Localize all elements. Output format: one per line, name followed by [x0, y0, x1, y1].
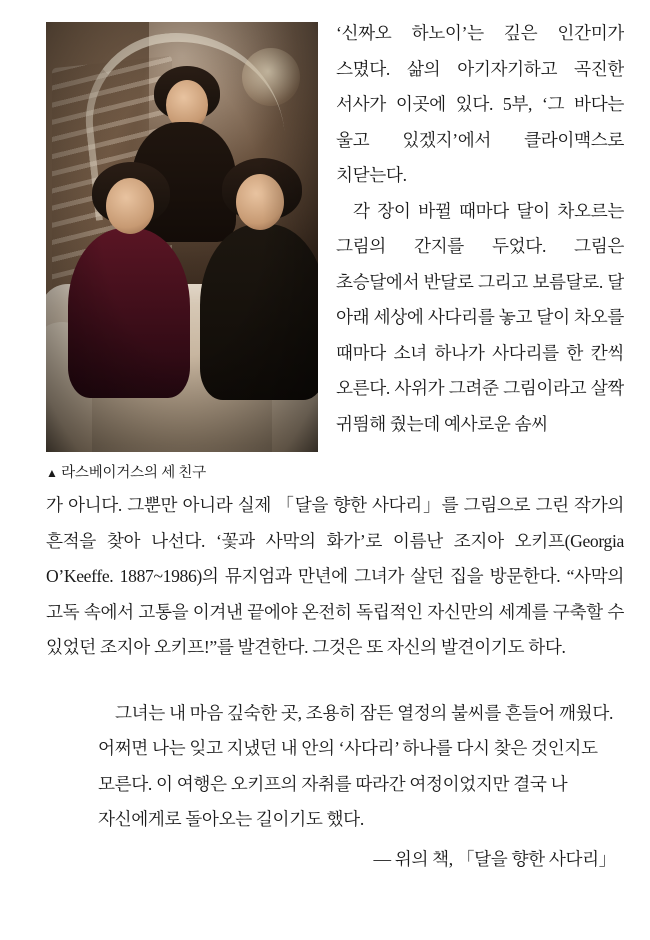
triangle-bullet-icon: ▲	[46, 466, 58, 480]
paragraph-okeeffe: 가 아니다. 그뿐만 아니라 실제 「달을 향한 사다리」를 그림으로 그린 작가의 흔적을 찾아 나선다. ‘꽃과 사막의 화가’로 이름난 조지아 오키프(Georgia O’Keeffe. 1887~1986)의 뮤지엄과 만년에 그녀가 살던 집을 방문한다. “사막의 고독 속에서 고통을 이겨낸 끝에야 온전히 독립적인 자신만의 세계를 구축할 수 있었던 조지아 오키프!”를 발견한다. 그것은 또 자신의 발견이기도 하다.	[46, 495, 624, 657]
photo-vignette	[46, 22, 318, 452]
quote-text: 그녀는 내 마음 깊숙한 곳, 조용히 잠든 열정의 불씨를 흔들어 깨웠다. 어쩌면 나는 잊고 지냈던 내 안의 ‘사다리’ 하나를 다시 찾은 것인지도 모른다. 이 여행은 오키프의 자취를 따라간 여정이었지만 결국 나 자신에게로 돌아오는 길이기도 했다.	[98, 702, 614, 829]
three-friends-photo	[46, 22, 318, 452]
figure-block	[46, 22, 318, 482]
full-width-block	[46, 488, 624, 666]
right-column	[336, 14, 624, 442]
figure-caption	[46, 461, 318, 482]
blockquote	[46, 696, 624, 878]
paragraph-moon-illustration: 각 장이 바뀔 때마다 달이 차오르는 그림의 간지를 두었다. 그림은 초승달에서 반달로 그리고 보름달로. 달 아래 세상에 사다리를 놓고 달이 차오를 때마다 소녀 하나가 사다리를 한 칸씩 오른다. 사위가 그려준 그림이라고 살짝 귀띔해 줬는데 예사로운 솜씨	[336, 200, 624, 434]
paragraph-intro: ‘신짜오 하노이’는 깊은 인간미가 스몄다. 삶의 아기자기하고 곡진한 서사가 이곳에 있다. 5부, ‘그 바다는 울고 있겠지’에서 클라이맥스로 치닫는다.	[336, 23, 624, 185]
quote-attribution: — 위의 책, 「달을 향한 사다리」	[373, 848, 616, 869]
figure-caption-text: 라스베이거스의 세 친구	[61, 465, 207, 481]
